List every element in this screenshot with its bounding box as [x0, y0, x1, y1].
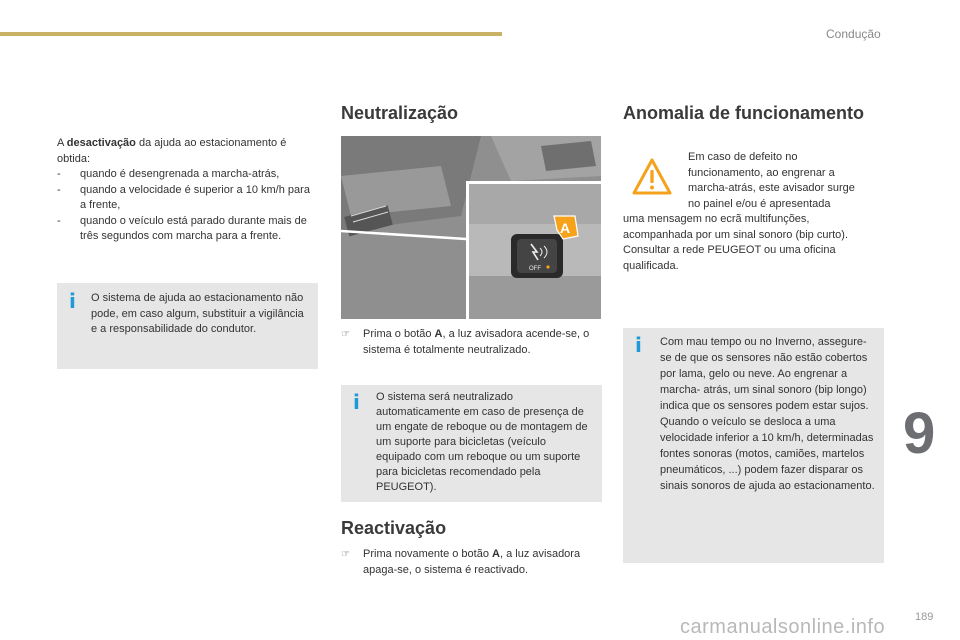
neutral-step: ☞ Prima o botão A, a luz avisadora acende-se, o sistema é totalmente neutralizado.: [341, 327, 603, 358]
pointer-icon: ☞: [341, 329, 350, 340]
photo-label: A: [560, 220, 571, 236]
info-text: O sistema de ajuda ao estacionamento não pode, em caso algum, substituir a vigilância e a responsabilidade do condutor.: [91, 292, 304, 335]
neutral-title: Neutralização: [341, 103, 459, 123]
section-label: Condução: [826, 27, 881, 41]
info-icon: i: [635, 333, 642, 357]
watermark: carmanualsonline.info: [680, 616, 886, 638]
info-box-weather: [623, 328, 884, 563]
react-step: ☞ Prima novamente o botão A, a luz avisadora apaga-se, o sistema é reactivado.: [341, 547, 603, 578]
info-icon: i: [353, 390, 360, 414]
off-label: OFF: [529, 266, 541, 272]
list-item: - quando é desengrenada a marcha-atrás,: [57, 168, 280, 180]
button-photo: [341, 136, 601, 319]
react-title: Reactivação: [341, 518, 447, 538]
page-number: 189: [915, 611, 934, 623]
info-text: O sistema será neutralizado automaticamente em caso de presença de um engate de reboque ou de montagem de um suporte para bicicletas (veículo equipado com um reboque ou um suporte para bicicletas recomendado pela PEUGEOT).: [376, 391, 588, 493]
info-box-neutral: [341, 385, 602, 502]
anomaly-title: Anomalia de funcionamento: [623, 103, 865, 123]
info-box-driver: [57, 283, 318, 369]
header-rule: [0, 32, 502, 36]
list-item: - quando a velocidade é superior a 10 km/h para a frente,: [57, 183, 310, 211]
deactivation-text: [57, 136, 319, 245]
pointer-icon: ☞: [341, 549, 350, 560]
deactivation-intro: A desactivação da ajuda ao estacionamento é obtida:: [57, 137, 287, 165]
info-icon: i: [69, 289, 76, 313]
list-item: - quando o veículo está parado durante mais de três segundos com marcha para a frente.: [57, 214, 307, 242]
info-text: Com mau tempo ou no Inverno, assegure-se de que os sensores não estão cobertos por lama, gelo ou neve. Ao engrenar a marcha- atrás, um sinal sonoro (bip longo) indica que os sensores podem estar sujos. Quando o veículo se desloca a uma velocidade inferior a 10 km/h, determinadas fontes sonoras (motos, camiões, martelos pneumáticos, ...) podem fazer disparar os sinais sonoros de ajuda ao estacionamento.: [660, 336, 875, 492]
anomaly-text: Em caso de defeito no funcionamento, ao engrenar a marcha-atrás, este avisador surge no painel e/ou é apresentada uma mensagem no ecrã multifunções, acompanhada por um sinal sonoro (bip curto). Consultar a rede PEUGEOT ou uma oficina qualificada.: [623, 151, 855, 272]
chapter-number: 9: [903, 401, 936, 466]
